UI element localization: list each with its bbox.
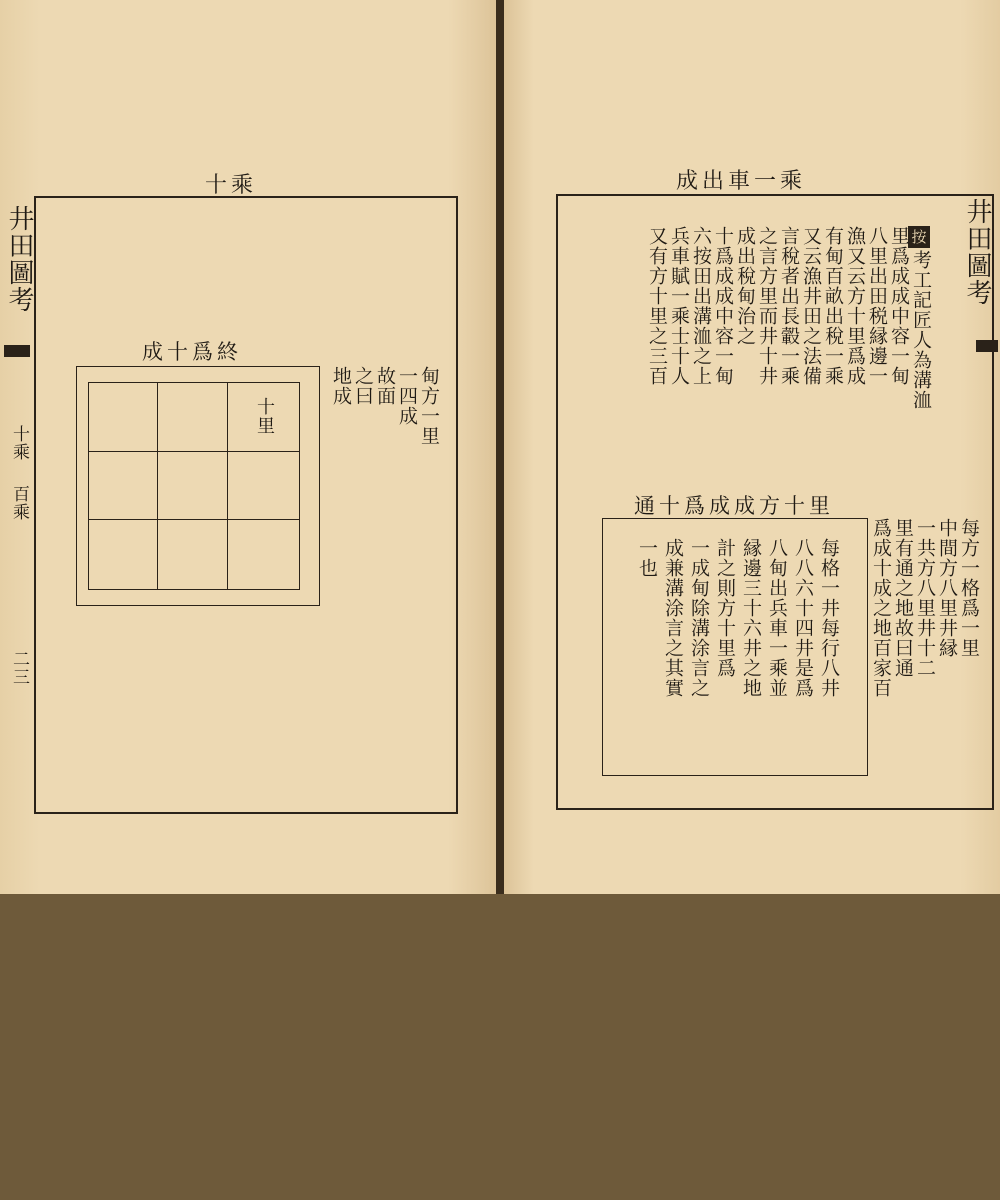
left-header: 十乘	[205, 173, 258, 198]
right-page	[504, 0, 1000, 894]
box-col-7: 成兼溝涂言之其實	[662, 538, 684, 698]
upper-col-11: 六按田出溝洫之上	[690, 226, 712, 386]
upper-col-9: 成出稅甸治之	[734, 226, 756, 346]
box-col-6: 一成甸除溝涂言之	[688, 538, 710, 698]
upper-col-12: 兵車賦一乘士十人	[668, 226, 690, 386]
upper-col-5: 有甸百畝出稅一乘	[822, 226, 844, 386]
left-page	[0, 0, 498, 894]
right-spine-bar	[976, 340, 998, 352]
left-text-col-2: 一四成	[396, 366, 418, 426]
upper-col-8: 之言方里而井十井	[756, 226, 778, 386]
left-text-col-3: 故面	[374, 366, 396, 406]
side-col-5: 爲成十成之地百家百	[870, 518, 892, 698]
left-text-col-4: 之曰	[352, 366, 374, 406]
page-number: 二三	[9, 650, 29, 686]
upper-col-13: 又有方十里之三百	[646, 226, 668, 386]
upper-col-3: 八里出田税縁邊一	[866, 226, 888, 386]
left-diagram-grid	[88, 382, 300, 590]
note-mark: 按	[908, 226, 930, 248]
box-col-2: 八八六十四井是爲	[792, 538, 814, 698]
upper-col-2: 里爲成成中容一甸	[888, 226, 910, 386]
side-col-2: 中間方八里井縁	[936, 518, 958, 658]
right-header: 成出車一乘	[676, 169, 807, 194]
side-col-3: 一共方八里井十二	[914, 518, 936, 678]
box-col-1: 每格一井每行八井	[818, 538, 840, 698]
box-col-3: 八甸出兵車一乘並	[766, 538, 788, 698]
right-diagram-title: 通十爲成成方十里	[634, 494, 834, 518]
upper-col-10: 十爲成成中容一甸	[712, 226, 734, 386]
box-col-5: 計之則方十里爲	[714, 538, 736, 678]
left-text-col-5: 地成	[330, 366, 352, 406]
side-col-4: 里有通之地故曰通	[892, 518, 914, 678]
left-diagram-title: 成十爲終	[142, 340, 242, 364]
upper-col-6: 又云漁井田之法備	[800, 226, 822, 386]
cell-label: 十里	[254, 397, 275, 435]
box-col-8: 一也	[636, 538, 658, 578]
upper-col-7: 言稅者出長轂一乘	[778, 226, 800, 386]
right-spine-title: 井田圖考	[962, 198, 992, 306]
left-spine-label-1: 十乘	[9, 425, 29, 461]
left-text-col-1: 甸方一里	[418, 366, 440, 446]
upper-col-4: 漁又云方十里爲成	[844, 226, 866, 386]
left-spine-bar	[4, 345, 30, 357]
left-spine-label-2: 百乘	[9, 485, 29, 521]
side-col-1: 每方一格爲一里	[958, 518, 980, 658]
upper-col-1: 考工記匠人為溝洫	[910, 250, 932, 410]
left-spine-title: 井田圖考	[4, 205, 34, 313]
box-col-4: 縁邊三十六井之地	[740, 538, 762, 698]
